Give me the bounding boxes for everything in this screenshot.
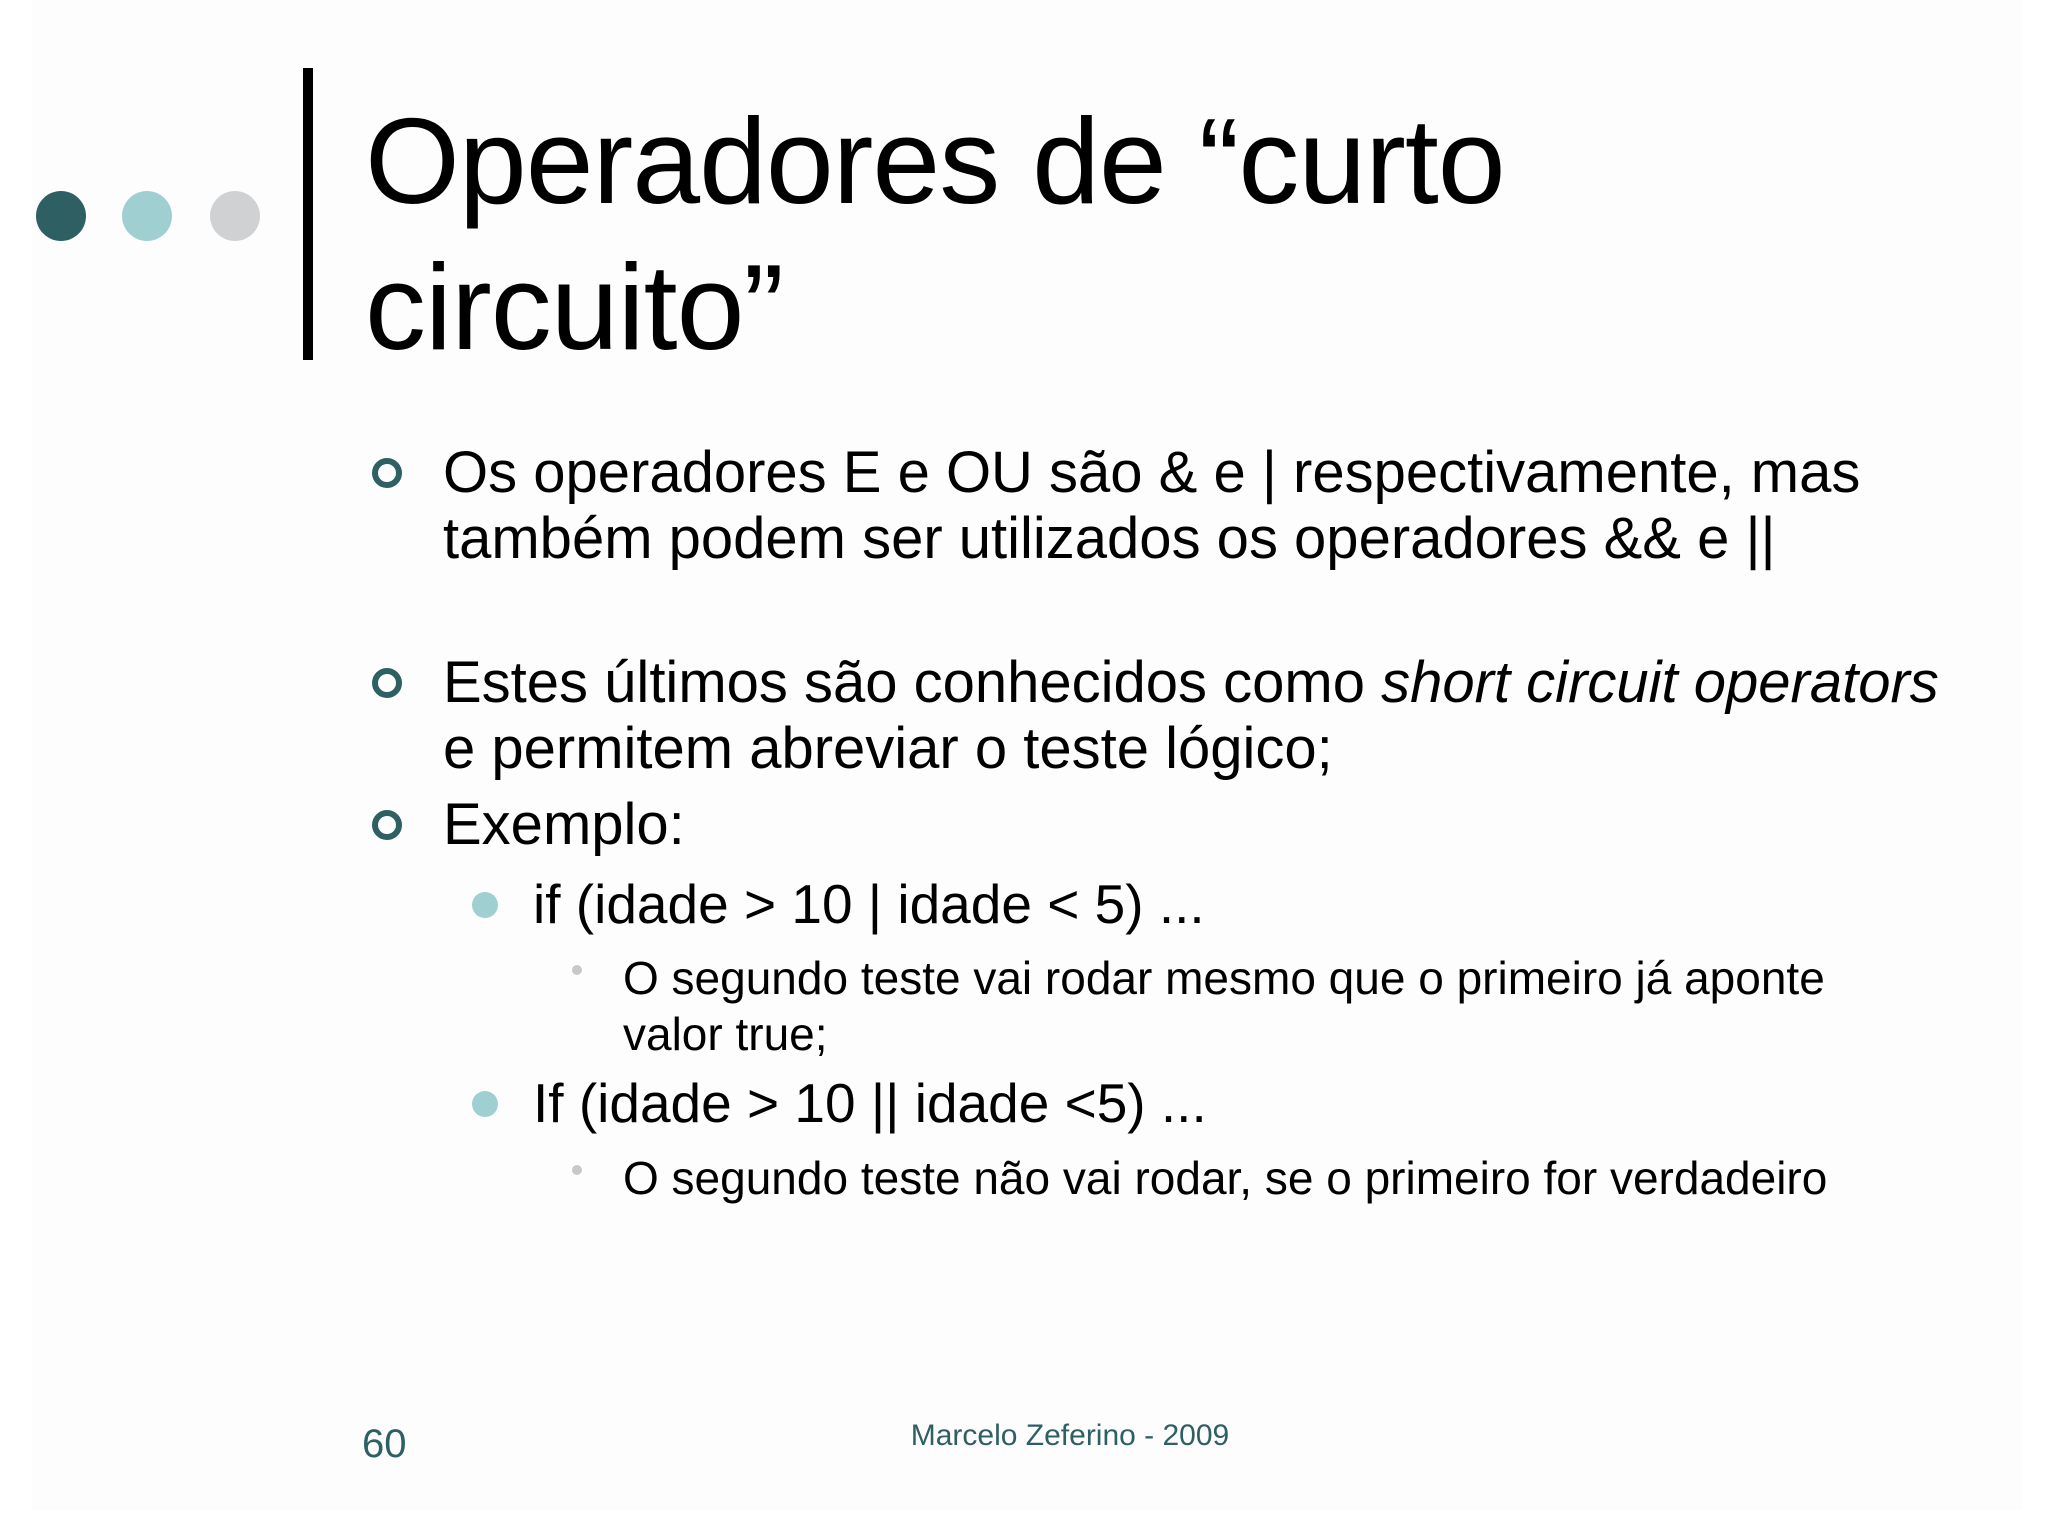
bullet-item [443,650,1943,782]
sub-bullet-item: if (idade > 10 | idade < 5) ... [533,873,1205,935]
bullet-text: e permitem abreviar o teste lógico; [443,716,1333,781]
footer-author: Marcelo Zeferino - 2009 [910,1419,1230,1452]
small-dot-bullet-icon [572,1165,582,1175]
slide-title: Operadores de “curto circuito” [365,93,1505,375]
bullet-text: Estes últimos são conhecidos como [443,650,1382,715]
bullet-item: Exemplo: [443,792,685,857]
small-dot-bullet-icon [572,965,582,975]
filled-dot-bullet-icon [472,1091,498,1117]
sub-sub-bullet-item: O segundo teste vai rodar mesmo que o primeiro já aponte valor true; [623,952,1825,1060]
ring-bullet-icon [372,810,402,840]
sub-bullet-item: If (idade > 10 || idade <5) ... [533,1072,1207,1134]
slide-number: 60 [362,1422,407,1466]
bullet-item: Os operadores E e OU são & e | respectivamente, mas também podem ser utilizados os operadores && e || [443,440,1861,571]
ring-bullet-icon [372,458,402,488]
ring-bullet-icon [372,668,402,698]
filled-dot-bullet-icon [472,892,498,918]
sub-sub-bullet-item: O segundo teste não vai rodar, se o primeiro for verdadeiro [623,1152,1828,1204]
bullet-emphasis: short circuit operators [1381,650,1939,715]
